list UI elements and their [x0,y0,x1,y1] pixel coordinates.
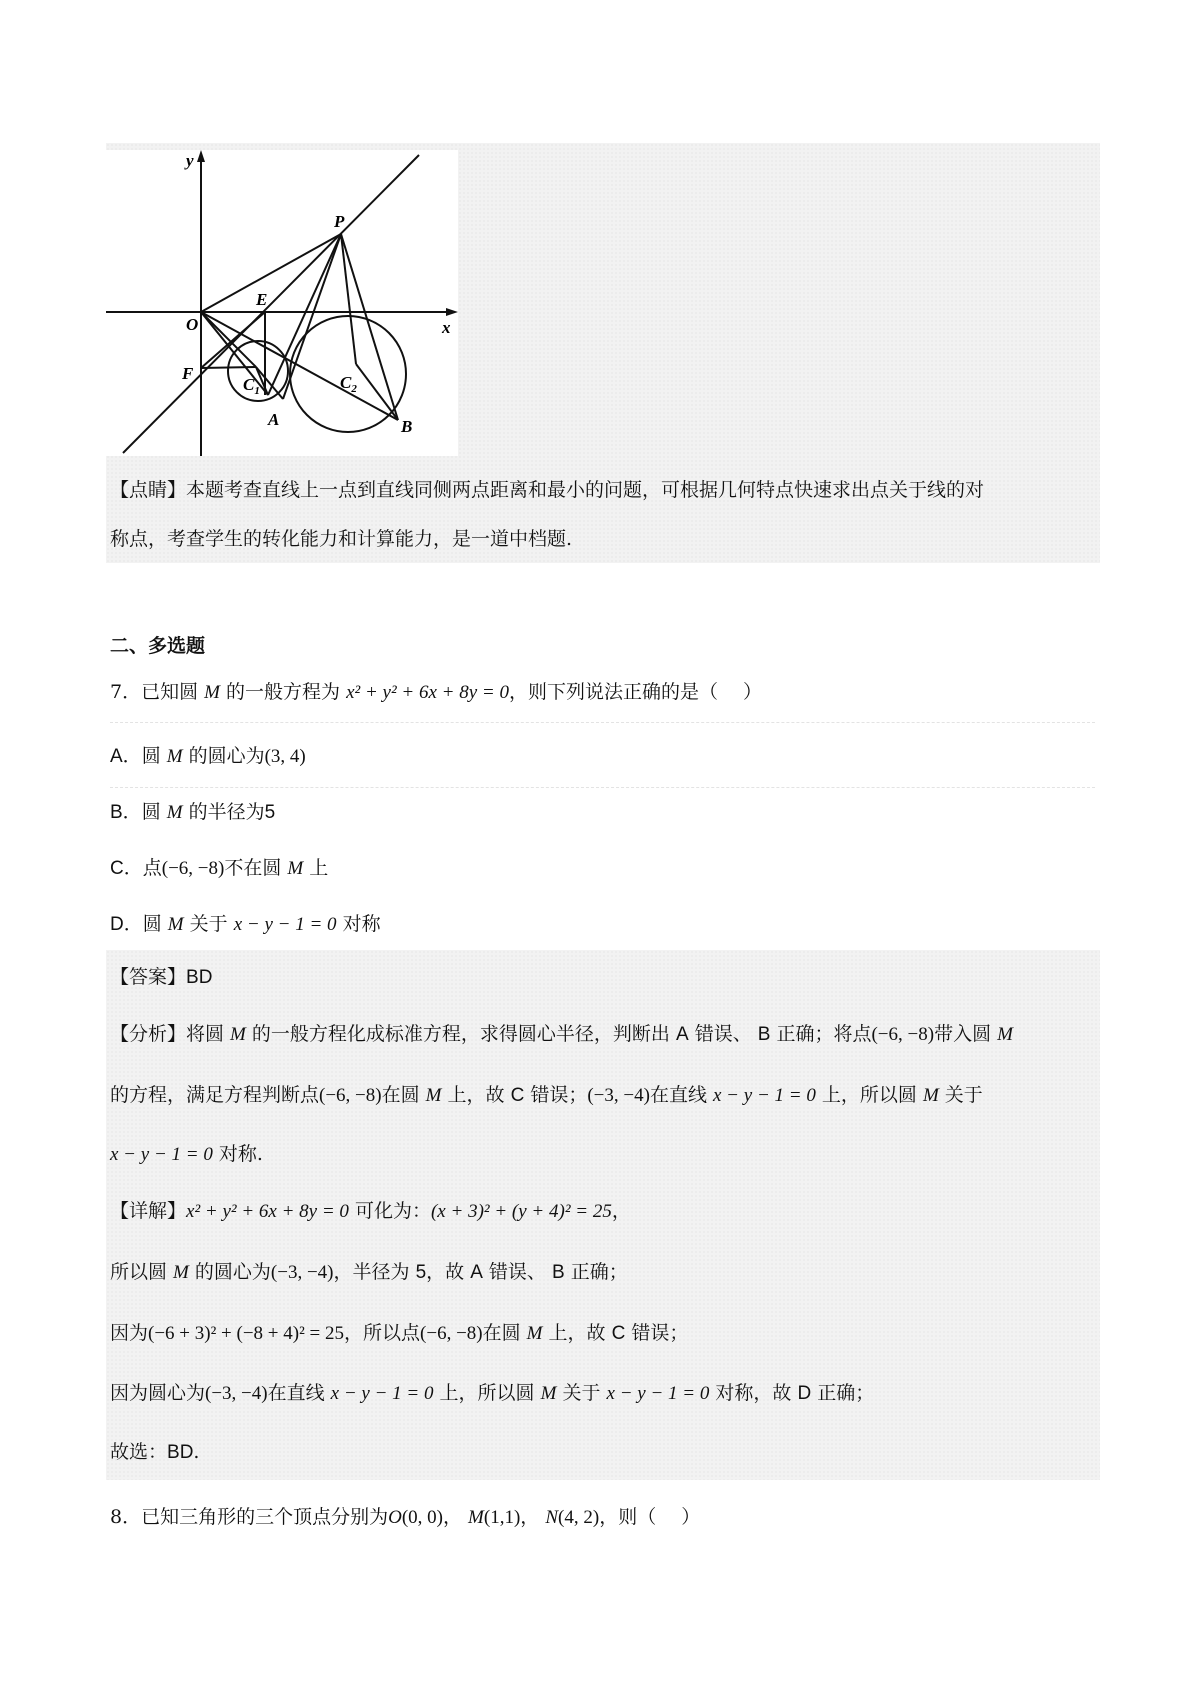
option-D: D．圆 M 关于 x − y − 1 = 0 对称 [110,913,381,935]
q7-equation: x² + y² + 6x + 8y = 0 [346,682,509,703]
detail-line-4: 因为圆心为(−3, −4)在直线 x − y − 1 = 0 上，所以圆 M 关于 x − y − 1 = 0 对称，故 D 正确； [110,1382,875,1404]
label-x: x [442,318,451,337]
detail-line-2: 所以圆 M 的圆心为(−3, −4)，半径为 5，故 A 错误、 B 正确； [110,1261,628,1283]
divider [110,722,1095,723]
detail-line-1: 【详解】x² + y² + 6x + 8y = 0 可化为：(x + 3)² + (y + 4)² = 25， [110,1200,631,1222]
detail-line-3: 因为(−6 + 3)² + (−8 + 4)² = 25，所以点(−6, −8)在圆 M 上，故 C 错误； [110,1322,689,1344]
analysis-line-2: 的方程，满足方程判断点(−6, −8)在圆 M 上，故 C 错误；(−3, −4)在直线 x − y − 1 = 0 上，所以圆 M 关于 [110,1084,983,1106]
label-y: y [186,151,194,170]
label-C2: $C_2$ [340,373,357,395]
label-C1: $C_1$ [243,375,260,397]
answer: 【答案】BD [110,966,213,988]
question-8: 8．已知三角形的三个顶点分别为O(0, 0)， M(1,1)， N(4, 2)，则（ ） [110,1506,701,1528]
dianjing-line-1: 【点睛】本题考查直线上一点到直线同侧两点距离和最小的问题，可根据几何特点快速求出点关于线的对 [110,479,985,501]
label-E: E [256,290,268,309]
label-F: F [182,364,194,383]
label-P: P [334,212,345,231]
option-B: B．圆 M 的半径为5 [110,801,276,823]
section-title: 二、多选题 [110,635,206,657]
analysis-line-1: 【分析】将圆 M 的一般方程化成标准方程，求得圆心半径，判断出 A 错误、 B 正确；将点(−6, −8)带入圆 M [110,1023,1013,1045]
dianjing-line-2: 称点，考查学生的转化能力和计算能力，是一道中档题. [110,528,573,550]
label-A: A [268,410,280,429]
geometry-figure [106,150,458,456]
detail-line-5: 故选：BD. [110,1441,200,1463]
question-7: 7．已知圆 M 的一般方程为 x² + y² + 6x + 8y = 0，则下列说法正确的是（ ） [110,681,763,703]
label-B: B [401,417,413,436]
label-O: O [186,315,199,334]
option-C: C．点(−6, −8)不在圆 M 上 [110,857,329,879]
divider [110,787,1095,788]
analysis-line-3: x − y − 1 = 0 对称. [110,1143,263,1165]
option-A: A．圆 M 的圆心为(3, 4) [110,745,306,767]
